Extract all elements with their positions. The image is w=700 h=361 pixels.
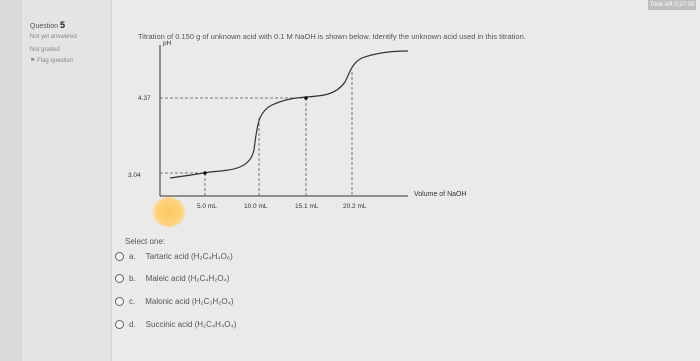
option-text: Maleic acid (H₂C₄H₂O₄)	[145, 274, 230, 283]
option-letter: d.	[129, 320, 136, 329]
question-grade: Not graded	[30, 47, 60, 53]
option-letter: b.	[129, 274, 136, 283]
y-axis-label: pH	[163, 40, 172, 47]
touch-indicator	[151, 197, 187, 227]
timer: Time left 0:27:00	[649, 2, 695, 8]
question-number: Question 5	[30, 20, 65, 30]
option-text: Malonic acid (H₂C₃H₂O₄)	[145, 297, 234, 306]
question-text: Titration of 0.150 g of unknown acid with 0.1 M NaOH is shown below. Identify the unknown acid used in this titration.	[138, 32, 526, 41]
select-one-label: Select one:	[125, 237, 166, 246]
option-letter: c.	[129, 297, 136, 306]
option-text: Tartaric acid (H₂C₄H₄O₆)	[145, 252, 233, 261]
radio-button[interactable]	[115, 297, 124, 306]
option-c[interactable]	[115, 297, 234, 306]
radio-button[interactable]	[115, 320, 124, 329]
y-tick-label-4-37: 4.37	[138, 95, 151, 102]
radio-button[interactable]	[115, 274, 124, 283]
x-axis-label: Volume of NaOH	[414, 191, 467, 198]
option-a[interactable]	[115, 252, 233, 261]
y-tick-label-3-04: 3.04	[128, 172, 141, 179]
data-point-pH-4-37	[304, 96, 308, 100]
flag-question-link[interactable]: ⚑ Flag question	[30, 58, 74, 64]
x-tick-label-5-0: 5.0 mL	[197, 203, 217, 210]
x-tick-label-10-0: 10.0 mL	[244, 203, 268, 210]
option-b[interactable]	[115, 274, 230, 283]
option-text: Succinic acid (H₂C₄H₄O₄)	[145, 320, 237, 329]
x-tick-label-20-2: 20.2 mL	[343, 203, 367, 210]
titration-curve	[170, 51, 408, 178]
data-point-pH-3-04	[203, 171, 207, 175]
flag-icon: ⚑	[30, 58, 36, 64]
question-state: Not yet answered	[30, 34, 77, 40]
option-d[interactable]	[115, 320, 236, 329]
radio-button[interactable]	[115, 252, 124, 261]
x-tick-label-15-1: 15.1 mL	[295, 203, 319, 210]
option-letter: a.	[129, 252, 136, 261]
